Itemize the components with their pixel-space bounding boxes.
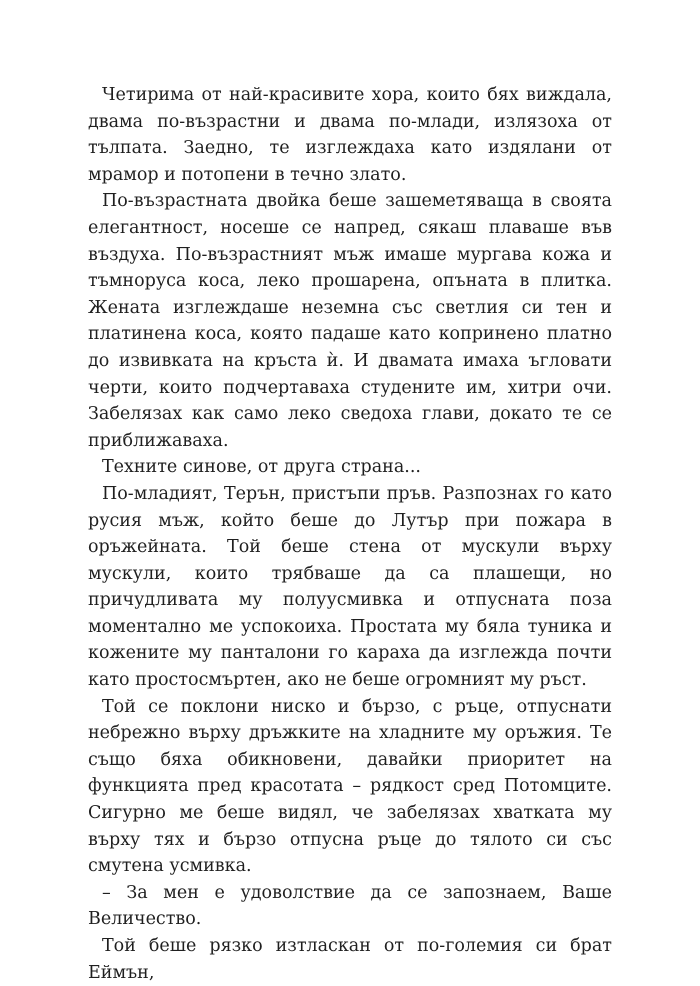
book-page-text: [88, 82, 612, 986]
paragraph-6-dialogue: – За мен е удоволствие да се запознаем, Ваше Величество.: [88, 882, 612, 930]
paragraph-7: Той беше рязко изтласкан от по-големия си брат Еймън,: [88, 936, 612, 983]
paragraph-1: Четирима от най-красивите хора, които бях виждала, двама по-възрастни и двама по-млади, излязоха от тълпата. Заедно, те изглеждаха като издялани от мрамор и потопени в течно злато.: [88, 85, 612, 185]
paragraph-5: Той се поклони ниско и бързо, с ръце, отпуснати небрежно върху дръжките на хладните му оръжия. Те също бяха обикновени, давайки приоритет на функцията пред красотата – рядкост сред Потомците. Сигурно ме беше видял, че забелязах хватката му върху тях и бързо отпусна ръце до тялото си със смутена усмивка.: [88, 696, 612, 877]
paragraph-3: Техните синове, от друга страна...: [102, 457, 421, 478]
paragraph-2: По-възрастната двойка беше зашеметяваща в своята елегантност, носеше се напред, сякаш плаваше във въздуха. По-възрастният мъж имаше мургава кожа и тъмноруса коса, леко прошарена, опъната в плитка. Жената изглеждаше неземна със светлия си тен и платинена коса, която падаше като копринено платно до извивката на кръста ѝ. И двамата имаха ъгловати черти, които подчертаваха студените им, хитри очи. Забелязах как само леко сведоха глави, докато те се приближаваха.: [88, 191, 612, 451]
paragraph-4: По-младият, Терън, пристъпи пръв. Разпознах го като русия мъж, който беше до Лутър при пожара в оръжейната. Той беше стена от мускули върху мускули, които трябваше да са плашещи, но причудливата му полуусмивка и отпусната поза моментално ме успокоиха. Простата му бяла туника и кожените му панталони го караха да изглежда почти като простосмъртен, ако не беше огромният му ръст.: [88, 483, 612, 691]
